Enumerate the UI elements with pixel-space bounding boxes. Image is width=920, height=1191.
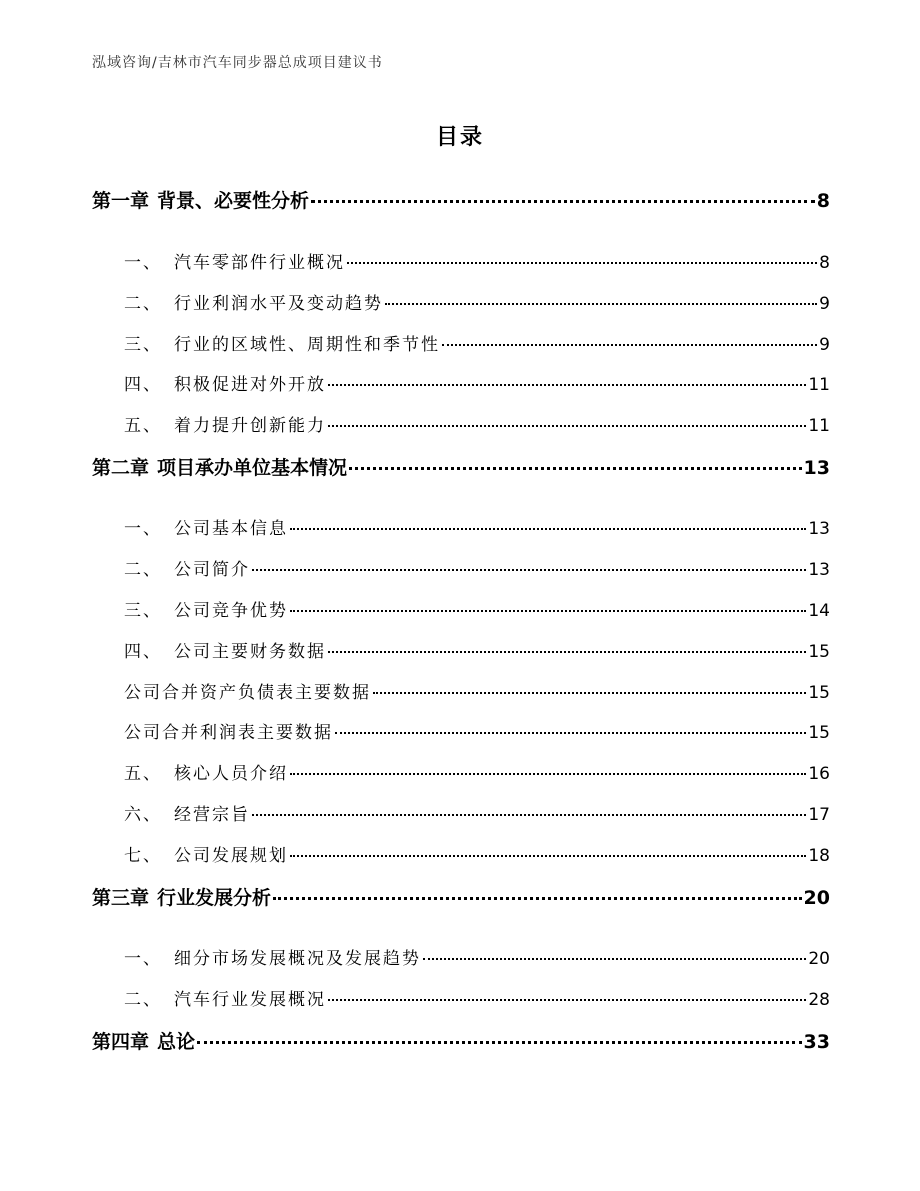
dot-leader xyxy=(385,303,817,305)
toc-entry-label xyxy=(124,289,383,314)
toc-entry-text: 公司合并资产负债表主要数据 xyxy=(124,683,371,703)
toc-section-entry[interactable] xyxy=(92,718,830,743)
toc-entry-label xyxy=(124,678,371,703)
toc-entry-number: 二、 xyxy=(124,990,162,1010)
dot-leader xyxy=(311,200,815,203)
toc-entry-text: 公司发展规划 xyxy=(174,846,288,866)
toc-entry-text: 公司简介 xyxy=(174,560,250,580)
dot-leader xyxy=(252,569,806,571)
toc-entry-label xyxy=(92,453,347,480)
toc-entry-text: 背景、必要性分析 xyxy=(157,190,310,212)
toc-entry-label xyxy=(124,944,421,969)
dot-leader xyxy=(347,262,817,264)
toc-page-number: 28 xyxy=(808,990,830,1010)
toc-entry-text: 总论 xyxy=(157,1031,196,1053)
dot-leader xyxy=(290,610,806,612)
toc-page-number: 8 xyxy=(816,190,830,212)
toc-entry-label xyxy=(124,841,288,866)
toc-entry-text: 经营宗旨 xyxy=(174,805,250,825)
toc-entry-number: 第二章 xyxy=(92,457,150,479)
dot-leader xyxy=(442,344,817,346)
toc-entry-label xyxy=(124,330,440,355)
toc-entry-number: 三、 xyxy=(124,601,162,621)
toc-page-number: 20 xyxy=(808,949,830,969)
dot-leader xyxy=(373,692,806,694)
toc-page-number: 13 xyxy=(803,457,830,479)
toc-entry-number: 四、 xyxy=(124,375,162,395)
toc-page-number: 9 xyxy=(819,335,830,355)
dot-leader xyxy=(328,651,806,653)
toc-page-number: 11 xyxy=(808,416,830,436)
toc-page-number: 20 xyxy=(803,887,830,909)
dot-leader xyxy=(290,773,806,775)
toc-entry-number: 五、 xyxy=(124,416,162,436)
toc-entry-label xyxy=(124,637,326,662)
toc-section-entry[interactable] xyxy=(92,514,830,539)
toc-chapter-entry[interactable] xyxy=(92,453,830,480)
dot-leader xyxy=(349,467,802,470)
toc-entry-text: 公司合并利润表主要数据 xyxy=(124,723,333,743)
toc-entry-number: 七、 xyxy=(124,846,162,866)
dot-leader xyxy=(290,855,806,857)
toc-entry-label xyxy=(124,596,288,621)
toc-section-entry[interactable] xyxy=(92,800,830,825)
toc-page-number: 17 xyxy=(808,805,830,825)
toc-entry-text: 积极促进对外开放 xyxy=(174,375,326,395)
toc-entry-number: 一、 xyxy=(124,253,162,273)
toc-entry-label xyxy=(124,759,288,784)
toc-entry-number: 一、 xyxy=(124,949,162,969)
toc-entry-text: 核心人员介绍 xyxy=(174,764,288,784)
toc-section-entry[interactable] xyxy=(92,596,830,621)
toc-section-entry[interactable] xyxy=(92,411,830,436)
toc-entry-label xyxy=(124,718,333,743)
toc-entry-text: 项目承办单位基本情况 xyxy=(157,457,348,479)
toc-entry-text: 行业的区域性、周期性和季节性 xyxy=(174,335,440,355)
toc-section-entry[interactable] xyxy=(92,841,830,866)
header-rule xyxy=(92,80,828,81)
toc-page-number: 15 xyxy=(808,723,830,743)
toc-entry-number: 第四章 xyxy=(92,1031,150,1053)
dot-leader xyxy=(335,732,806,734)
toc-page-number: 18 xyxy=(808,846,830,866)
dot-leader xyxy=(252,814,806,816)
toc-entry-number: 五、 xyxy=(124,764,162,784)
dot-leader xyxy=(328,384,806,386)
toc-page-number: 13 xyxy=(808,560,830,580)
toc-entry-label xyxy=(124,248,345,273)
toc-page-number: 14 xyxy=(808,601,830,621)
toc-entry-number: 六、 xyxy=(124,805,162,825)
dot-leader xyxy=(423,958,806,960)
toc-entry-text: 公司主要财务数据 xyxy=(174,642,326,662)
toc-entry-text: 公司基本信息 xyxy=(174,519,288,539)
toc-entry-label xyxy=(92,1027,195,1054)
toc-entry-label xyxy=(124,555,250,580)
toc-entry-number: 第一章 xyxy=(92,190,150,212)
toc-page-number: 33 xyxy=(803,1031,830,1053)
toc-entry-label xyxy=(92,883,271,910)
toc-section-entry[interactable] xyxy=(92,555,830,580)
toc-entry-label xyxy=(124,985,326,1010)
toc-entry-number: 三、 xyxy=(124,335,162,355)
toc-chapter-entry[interactable] xyxy=(92,186,830,213)
toc-entry-text: 着力提升创新能力 xyxy=(174,416,326,436)
toc-section-entry[interactable] xyxy=(92,944,830,969)
toc-entry-text: 行业发展分析 xyxy=(157,887,272,909)
toc-entry-text: 汽车零部件行业概况 xyxy=(174,253,345,273)
toc-entry-label xyxy=(124,370,326,395)
toc-section-entry[interactable] xyxy=(92,248,830,273)
toc-entry-number: 二、 xyxy=(124,560,162,580)
toc-page-number: 11 xyxy=(808,375,830,395)
toc-page-number: 15 xyxy=(808,683,830,703)
toc-section-entry[interactable] xyxy=(92,985,830,1010)
toc-section-entry[interactable] xyxy=(92,678,830,703)
toc-section-entry[interactable] xyxy=(92,759,830,784)
toc-page-number: 13 xyxy=(808,519,830,539)
toc-chapter-entry[interactable] xyxy=(92,1027,830,1054)
dot-leader xyxy=(197,1041,802,1044)
toc-page-number: 15 xyxy=(808,642,830,662)
toc-entry-text: 汽车行业发展概况 xyxy=(174,990,326,1010)
toc-section-entry[interactable] xyxy=(92,637,830,662)
toc-entry-text: 公司竞争优势 xyxy=(174,601,288,621)
toc-entry-label xyxy=(124,800,250,825)
toc-section-entry[interactable] xyxy=(92,289,830,314)
toc-entry-label xyxy=(92,186,309,213)
toc-chapter-entry[interactable] xyxy=(92,883,830,910)
running-header: 泓域咨询/吉林市汽车同步器总成项目建议书 xyxy=(92,55,383,71)
toc-entry-number: 一、 xyxy=(124,519,162,539)
dot-leader xyxy=(328,999,806,1001)
toc-page-number: 9 xyxy=(819,294,830,314)
toc-entry-number: 第三章 xyxy=(92,887,150,909)
toc-entry-label xyxy=(124,514,288,539)
dot-leader xyxy=(273,897,802,900)
toc-section-entry[interactable] xyxy=(92,370,830,395)
toc-page-number: 16 xyxy=(808,764,830,784)
toc-section-entry[interactable] xyxy=(92,330,830,355)
dot-leader xyxy=(290,528,806,530)
toc-entry-number: 四、 xyxy=(124,642,162,662)
toc-entry-label xyxy=(124,411,326,436)
toc-title: 目录 xyxy=(435,125,484,150)
toc-entry-number: 二、 xyxy=(124,294,162,314)
toc-entry-text: 细分市场发展概况及发展趋势 xyxy=(174,949,421,969)
dot-leader xyxy=(328,425,806,427)
toc-entry-text: 行业利润水平及变动趋势 xyxy=(174,294,383,314)
toc-page-number: 8 xyxy=(819,253,830,273)
